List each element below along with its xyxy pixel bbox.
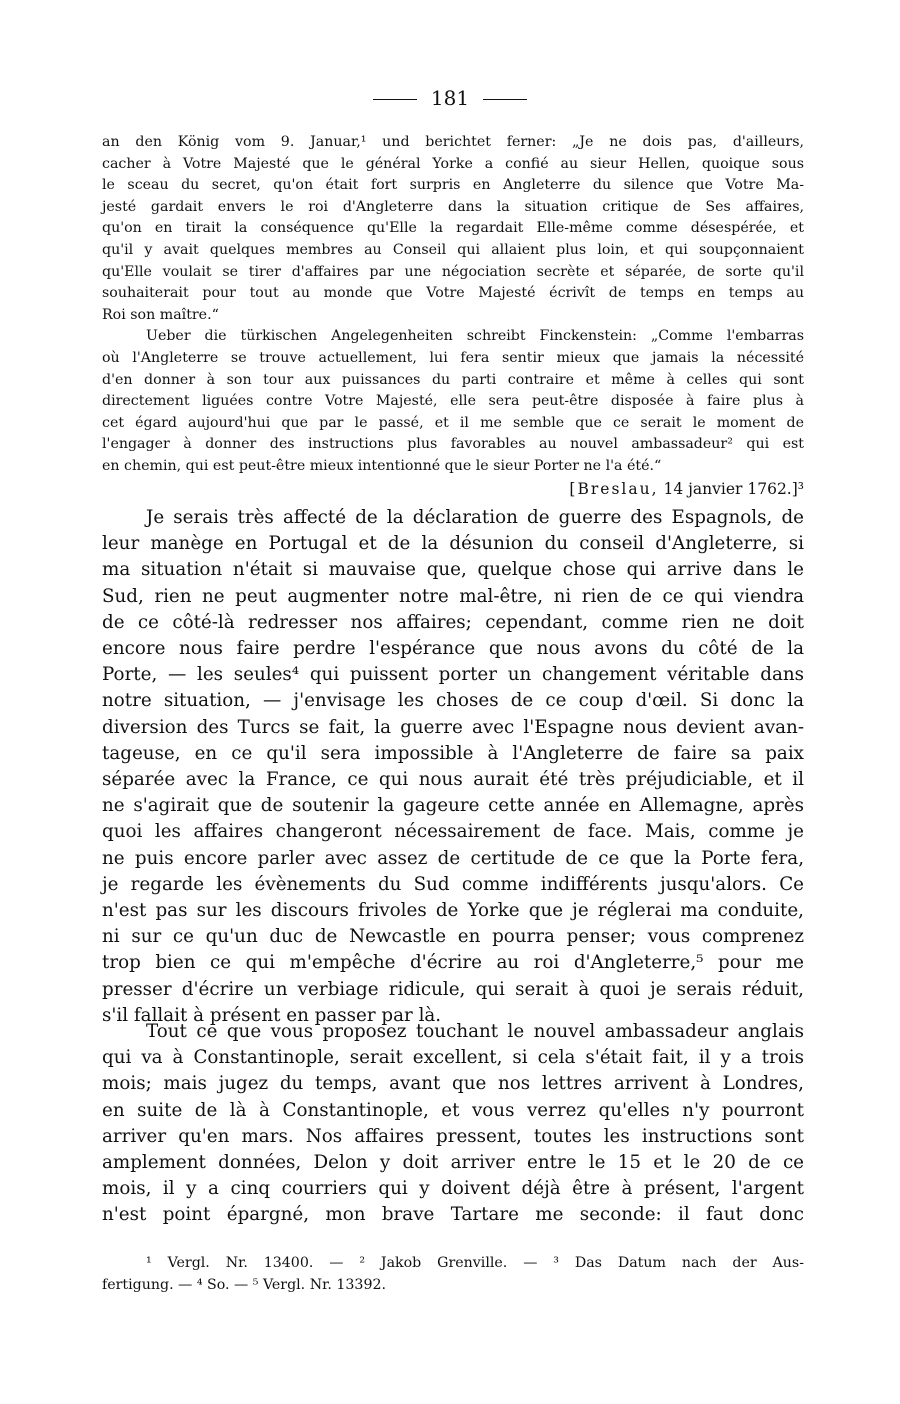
body-line: séparée avec la France, ce qui nous aurait été très préjudiciable, et il bbox=[102, 769, 804, 791]
body-line: trop bien ce qui m'empêche d'écrire au roi d'Angleterre,⁵ pour me bbox=[102, 952, 804, 974]
excerpt-line: d'en donner à son tour aux puissances du parti contraire et même à celles qui sont bbox=[102, 371, 804, 388]
footnotes bbox=[102, 1253, 804, 1296]
header-rule-left bbox=[373, 99, 417, 100]
body-line: tageuse, en ce qu'il sera impossible à l'Angleterre de faire sa paix bbox=[102, 742, 804, 764]
body-line: leur manège en Portugal et de la désunion du conseil d'Angleterre, si bbox=[102, 533, 804, 555]
body-line: Porte, — les seules⁴ qui puissent porter un changement véritable dans bbox=[102, 664, 804, 686]
body-line: en suite de là à Constantinople, et vous verrez qu'elles n'y pourront bbox=[102, 1099, 804, 1121]
body-line: encore nous faire perdre l'espérance que nous avons du côté de la bbox=[102, 638, 804, 660]
body-line: ma situation n'était si mauvaise que, quelque chose qui arrive dans le bbox=[102, 559, 804, 581]
excerpt-line: cacher à Votre Majesté que le général Yorke a confié au sieur Hellen, quoique sous bbox=[102, 155, 804, 172]
excerpt-line: an den König vom 9. Januar,¹ und berichtet ferner: „Je ne dois pas, d'ailleurs, bbox=[102, 134, 804, 150]
excerpt-line: le sceau du secret, qu'on était fort surpris en Angleterre du silence que Votre Ma- bbox=[102, 177, 804, 194]
excerpt-line: l'engager à donner des instructions plus favorables au nouvel ambassadeur² qui est bbox=[102, 436, 804, 453]
header-rule-right bbox=[483, 99, 527, 100]
body-line: ne puis encore parler avec assez de certitude de ce que la Porte fera, bbox=[102, 847, 804, 869]
body-line: Tout ce que vous proposez touchant le nouvel ambassadeur anglais bbox=[146, 1021, 804, 1042]
excerpt-line: en chemin, qui est peut-être mieux intentionné que le sieur Porter ne l'a été.“ bbox=[102, 457, 662, 474]
excerpt-line: où l'Angleterre se trouve actuellement, lui fera sentir mieux que jamais la nécessité bbox=[102, 349, 804, 366]
body-line: Sud, rien ne peut augmenter notre mal-être, ni rien de ce qui viendra bbox=[102, 585, 804, 607]
body-line: notre situation, — j'envisage les choses de ce coup d'œil. Si donc la bbox=[102, 690, 804, 712]
dateline-date: 14 janvier 1762.]³ bbox=[663, 480, 804, 498]
body-line: qui va à Constantinople, serait excellent, si cela s'était fait, il y a trois bbox=[102, 1047, 804, 1069]
excerpt-line: qu'Elle voulait se tirer d'affaires par une négociation secrète et séparée, de sorte qu'il bbox=[102, 263, 804, 280]
excerpt-line: jesté gardait envers le roi d'Angleterre dans la situation critique de Ses affaires, bbox=[102, 198, 804, 215]
body-line: n'est point épargné, mon brave Tartare me seconde: il faut donc bbox=[102, 1204, 804, 1226]
body-line: mois, il y a cinq courriers qui y doivent déjà être à présent, l'argent bbox=[102, 1178, 804, 1200]
body-line: arriver qu'en mars. Nos affaires pressent, toutes les instructions sont bbox=[102, 1125, 804, 1147]
dateline bbox=[569, 478, 804, 500]
letter-paragraph-2 bbox=[102, 1019, 804, 1229]
body-line: quoi les affaires changeront nécessairement de face. Mais, comme je bbox=[102, 821, 804, 843]
body-line: ni sur ce qu'un duc de Newcastle en pourra penser; vous comprenez bbox=[102, 926, 804, 948]
body-line: diversion des Turcs se fait, la guerre avec l'Espagne nous devient avan- bbox=[102, 716, 804, 738]
body-line: je regarde les évènements du Sud comme indifférents jusqu'alors. Ce bbox=[102, 873, 804, 895]
excerpt-line: qu'on en tirait la conséquence qu'Elle la regardait Elle-même comme désespérée, et bbox=[102, 220, 804, 237]
footnote-line: fertigung. — ⁴ So. — ⁵ Vergl. Nr. 13392. bbox=[102, 1276, 387, 1293]
excerpt-line: Roi son maître.“ bbox=[102, 306, 219, 323]
excerpt-line: cet égard aujourd'hui que par le passé, et il me semble que ce serait le moment de bbox=[102, 414, 804, 431]
excerpt-line: Ueber die türkischen Angelegenheiten schreibt Finckenstein: „Comme l'embarras bbox=[146, 328, 804, 345]
dateline-place: [Breslau, bbox=[569, 480, 659, 498]
page-header bbox=[0, 86, 900, 110]
body-line: n'est pas sur les discours frivoles de Yorke que je réglerai ma conduite, bbox=[102, 900, 804, 922]
body-line: amplement données, Delon y doit arriver entre le 15 et le 20 de ce bbox=[102, 1152, 804, 1174]
body-line: mois; mais jugez du temps, avant que nos lettres arrivent à Londres, bbox=[102, 1073, 804, 1095]
body-line: de ce côté-là redresser nos affaires; cependant, comme rien ne doit bbox=[102, 611, 804, 633]
excerpt-line: directement liguées contre Votre Majesté, elle sera peut-être disposée à faire plus à bbox=[102, 393, 804, 410]
excerpt-line: souhaiterait pour tout au monde que Votre Majesté écrivît de temps en temps au bbox=[102, 285, 804, 302]
body-line: ne s'agirait que de soutenir la gageure cette année en Allemagne, après bbox=[102, 795, 804, 817]
body-line: Je serais très affecté de la déclaration de guerre des Espagnols, de bbox=[146, 507, 804, 528]
footnote-line: ¹ Vergl. Nr. 13400. — ² Jakob Grenville. — ³ Das Datum nach der Aus- bbox=[146, 1255, 804, 1271]
body-line: presser d'écrire un verbiage ridicule, qui serait à quoi je serais réduit, bbox=[102, 978, 804, 1000]
letter-excerpt bbox=[102, 132, 804, 478]
page-number: 181 bbox=[430, 86, 470, 110]
letter-paragraph-1 bbox=[102, 505, 804, 1029]
excerpt-line: qu'il y avait quelques membres au Conseil qui allaient plus loin, et qui soupçonnaient bbox=[102, 241, 804, 258]
body-line: s'il fallait à présent en passer par là. bbox=[102, 1004, 442, 1026]
